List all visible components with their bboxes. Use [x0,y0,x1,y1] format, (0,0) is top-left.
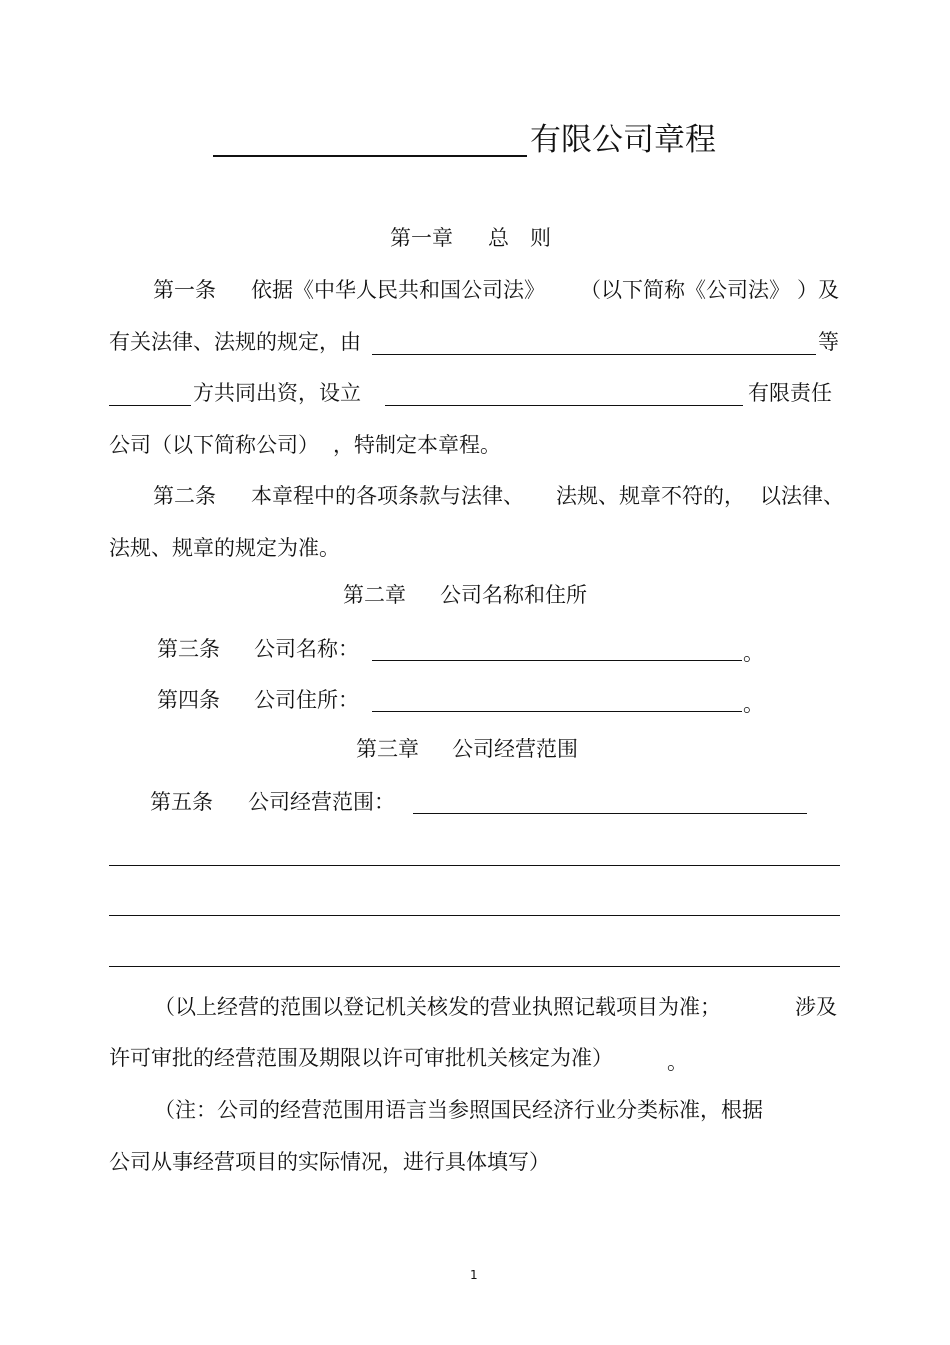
article-1-line4-a: 公司（以下简称公司） [109,433,319,457]
article-3-end: 。 [743,641,764,665]
note-2-line2: 公司从事经营项目的实际情况，进行具体填写） [109,1150,550,1174]
article-1-label: 第一条 [153,278,216,302]
article-3-label: 第三条 [157,637,220,661]
article-4-text: 公司住所： [254,688,359,712]
business-scope-field-1 [413,813,807,814]
chapter-2-number: 第二章 [343,583,406,607]
article-2-line1-b: 法规、规章不符的， [556,484,745,508]
article-2-line1-a: 本章程中的各项条款与法律、 [251,484,524,508]
business-scope-field-4 [109,966,840,967]
article-1-line1-c: ）及 [797,278,839,302]
chapter-1-title: 总 则 [488,226,551,250]
company-name-blank [213,155,527,157]
article-1-line1-a: 依据《中华人民共和国公司法》 [251,278,545,302]
company-address-field [372,711,742,712]
company-blank [385,405,743,406]
business-scope-field-2 [109,865,840,866]
article-1-line4-b: ，特制定本章程。 [333,433,501,457]
article-2-label: 第二条 [153,484,216,508]
article-1-line2-a: 有关法律、法规的规定，由 [109,330,361,354]
article-1-line1-b: （以下简称《公司法》 [580,278,790,302]
note-1-line1-b: 涉及 [795,995,837,1019]
article-5-text: 公司经营范围： [248,790,395,814]
article-1-line3-a: 方共同出资，设立 [193,381,361,405]
document-title: 有限公司章程 [530,122,716,158]
chapter-3-number: 第三章 [356,737,419,761]
article-1-line3-b: 有限责任 [748,381,832,405]
page-number: 1 [470,1268,478,1282]
article-2-line1-c: 以法律、 [760,484,844,508]
article-3-text: 公司名称： [254,637,359,661]
article-1-line2-b: 等 [818,330,839,354]
party-count-blank [109,405,191,406]
note-1-line2-b: 。 [667,1050,688,1074]
chapter-1-number: 第一章 [390,226,453,250]
note-1-line1-a: （以上经营的范围以登记机关核发的营业执照记载项目为准； [154,995,721,1019]
chapter-2-title: 公司名称和住所 [440,583,587,607]
shareholders-blank [372,354,816,355]
chapter-3-title: 公司经营范围 [452,737,578,761]
business-scope-field-3 [109,915,840,916]
article-4-end: 。 [743,692,764,716]
company-name-field [372,660,742,661]
article-4-label: 第四条 [157,688,220,712]
article-5-label: 第五条 [150,790,213,814]
note-1-line2-a: 许可审批的经营范围及期限以许可审批机关核定为准） [109,1046,613,1070]
note-2-line1: （注：公司的经营范围用语言当参照国民经济行业分类标准，根据 [154,1098,763,1122]
article-2-line2: 法规、规章的规定为准。 [109,536,340,560]
